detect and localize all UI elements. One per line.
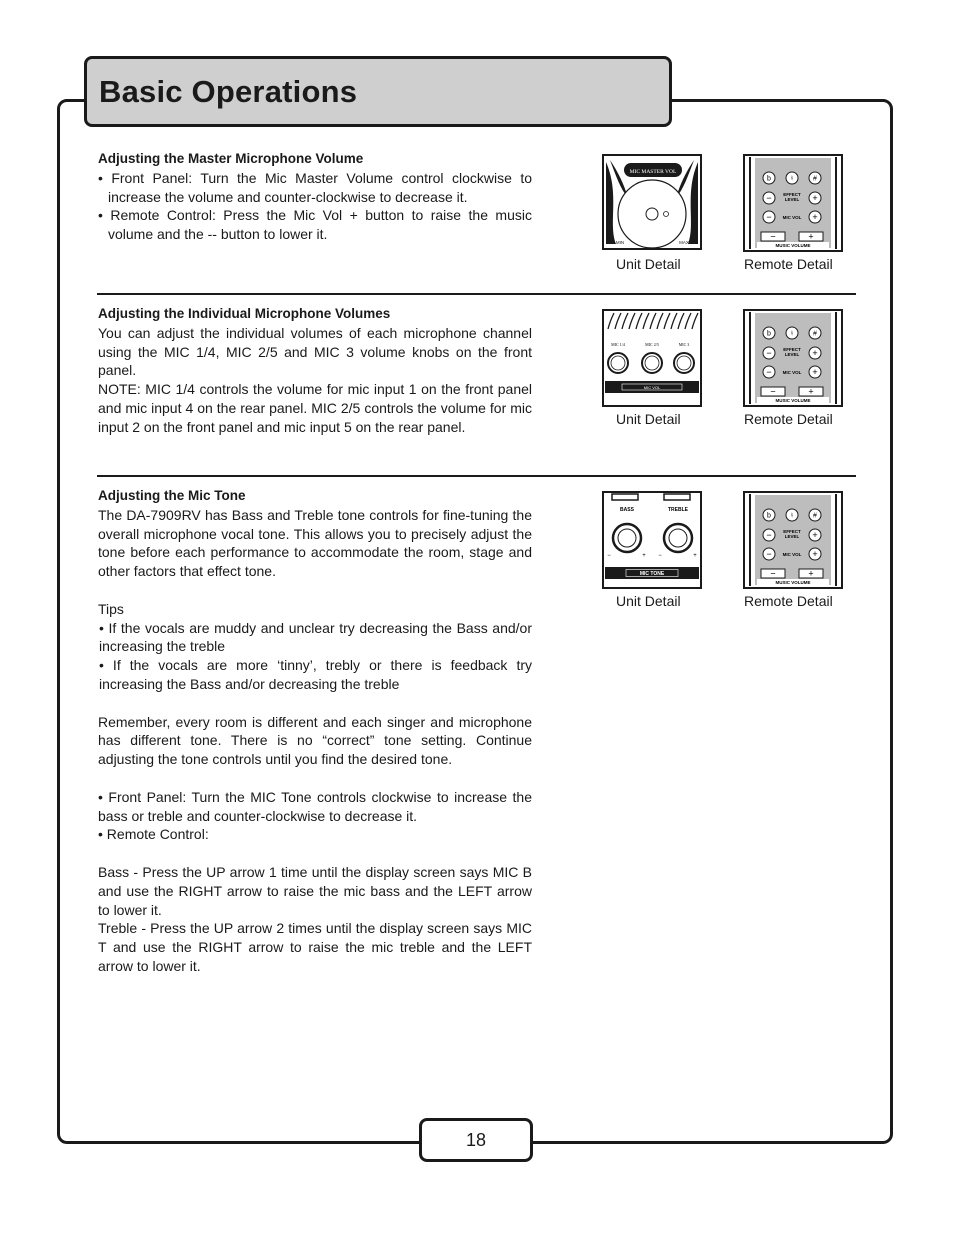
unit-detail-caption: Unit Detail [616,256,681,272]
mic-vol-label: MIC VOL [782,370,802,375]
remote-detail-caption: Remote Detail [744,256,833,272]
flat-key-icon: b [767,512,771,520]
section-heading: Adjusting the Individual Microphone Volumes [98,306,391,321]
remote-detail-caption: Remote Detail [744,593,833,609]
minus-icon: − [766,193,772,203]
mic-tone-bar-label: MIC TONE [639,571,665,577]
minus-icon: − [766,348,772,358]
tips-heading: Tips [98,600,124,617]
note-paragraph: NOTE: MIC 1/4 controls the volume for mic input 1 on the front panel and mic input 4 on the rear panel. MIC 2/5 controls the volume for mic input 2 on the front panel and mic input 5 on the rear panel. [98,381,532,435]
minus-icon: − [770,386,776,397]
tip-item: • If the vocals are muddy and unclear try decreasing the Bass and/or increasing the treble [99,619,532,655]
section-divider [97,293,856,295]
treble-label: TREBLE [668,507,688,513]
bullet-front-panel: • Front Panel: Turn the MIC Tone controls clockwise to increase the bass or treble and counter-clockwise to decrease it. [98,788,532,824]
mic14-label: MIC 1/4 [611,342,625,347]
level-label: LEVEL [784,197,800,202]
tip-item: • If the vocals are more ‘tinny’, trebly or there is feedback try increasing the Bass and/or decreasing the treble [99,657,532,692]
section-heading: Adjusting the Master Microphone Volume [98,151,364,166]
title-banner [84,56,672,127]
minus-icon: − [770,231,776,242]
flat-key-icon: b [767,330,771,338]
natural-key-icon: ♮ [790,512,794,520]
plus-icon: + [812,549,818,559]
plus-icon: + [808,231,814,242]
music-volume-label: MUSIC VOLUME [775,398,811,403]
unit-detail-master-volume [602,154,702,255]
minus-icon: − [766,530,772,540]
section-heading: Adjusting the Mic Tone [98,488,246,503]
sharp-key-icon: # [813,330,817,338]
master-knob-label: MIC MASTER VOL [629,169,677,175]
plus-icon: + [693,553,697,559]
plus-icon: + [812,193,818,203]
mic25-label: MIC 2/5 [645,342,659,347]
minus-icon: − [766,367,772,377]
unit-detail-mic-tone [602,491,702,594]
page-number: 18 [419,1118,533,1162]
plus-icon: + [812,530,818,540]
paragraph: You can adjust the individual volumes of each microphone channel using the MIC 1/4, MIC 2/5 and MIC 3 volume knobs on the front panel. [98,324,532,379]
minus-icon: − [607,553,611,559]
section-master-volume [98,150,532,244]
mic3-label: MIC 3 [678,342,690,347]
plus-icon: + [808,568,814,579]
mic-vol-label: MIC VOL [782,215,802,220]
bullet-remote-control: • Remote Control: [98,826,209,843]
sharp-key-icon: # [813,175,817,183]
music-volume-label: MUSIC VOLUME [775,580,811,585]
mic-vol-label: MIC VOL [782,552,802,557]
paragraph: Remember, every room is different and each singer and microphone has different tone. There is no “correct” tone setting. Continue adjusting the tone controls until you find the desired tone. [98,713,532,768]
remote-detail-mic-tone [743,491,843,594]
level-label: LEVEL [784,352,800,357]
remote-detail-master-volume [743,154,843,257]
bass-instructions: Bass - Press the UP arrow 1 time until the display screen says MIC B and use the RIGHT arrow to raise the mic bass and the LEFT arrow to lower it. [98,863,532,918]
max-label: MAX [679,240,689,245]
section-divider [97,475,856,477]
plus-icon: + [642,553,646,559]
remote-detail-caption: Remote Detail [744,411,833,427]
unit-detail-individual-volumes [602,309,702,412]
mic-vol-bar-label: MIC VOL [643,385,661,390]
section-mic-tone [98,487,532,976]
unit-detail-caption: Unit Detail [616,593,681,609]
effect-label: EFFECT [783,192,801,197]
flat-key-icon: b [767,175,771,183]
natural-key-icon: ♮ [790,330,794,338]
minus-icon: − [658,553,662,559]
minus-icon: − [766,212,772,222]
treble-instructions: Treble - Press the UP arrow 2 times until the display screen says MIC T and use the RIGHT arrow to raise the mic treble and the LEFT arrow to lower it. [98,920,532,974]
bullet-front-panel: • Front Panel: Turn the Mic Master Volume control clockwise to increase the volume and counter-clockwise to decrease it. [98,169,532,205]
plus-icon: + [812,367,818,377]
section-individual-volumes [98,305,532,437]
music-volume-label: MUSIC VOLUME [775,243,811,248]
plus-icon: + [808,386,814,397]
unit-detail-caption: Unit Detail [616,411,681,427]
minus-icon: − [770,568,776,579]
page-title: Basic Operations [99,74,358,109]
minus-icon: − [766,549,772,559]
plus-icon: + [812,348,818,358]
natural-key-icon: ♮ [790,175,794,183]
remote-detail-individual-volumes [743,309,843,412]
bass-label: BASS [620,507,634,513]
bullet-remote-control: • Remote Control: Press the Mic Vol + button to raise the music volume and the -- button to lower it. [98,207,532,243]
plus-icon: + [812,212,818,222]
paragraph: The DA-7909RV has Bass and Treble tone controls for fine-tuning the overall microphone vocal tone. This allows you to precisely adjust the tone before each performance to accommodate the room, stage and other factors that effect tone. [98,506,532,580]
sharp-key-icon: # [813,512,817,520]
effect-label: EFFECT [783,347,801,352]
effect-label: EFFECT [783,529,801,534]
min-label: MIN [615,240,625,245]
level-label: LEVEL [784,534,800,539]
